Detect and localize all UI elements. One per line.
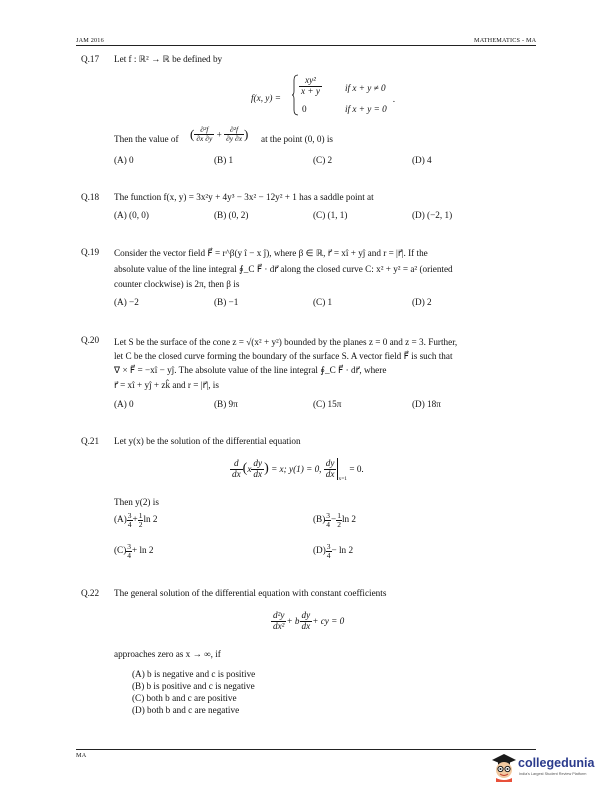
option-a: (A) b is negative and c is positive bbox=[132, 669, 256, 679]
frac-numerator: 3 bbox=[127, 542, 131, 551]
option-label: (C) bbox=[114, 545, 127, 556]
eq-dx2: dx² bbox=[273, 620, 285, 631]
eq-dx-denominator-3: dx bbox=[325, 468, 335, 479]
question-number: Q.17 bbox=[81, 54, 100, 64]
case-1-fraction bbox=[299, 76, 322, 96]
option-a: (A) −2 bbox=[114, 297, 139, 307]
then-text: approaches zero as x → ∞, if bbox=[114, 649, 221, 659]
eq-end: + cy = 0 bbox=[312, 616, 345, 627]
option-c: (C) 2 bbox=[313, 155, 333, 165]
sign: − bbox=[331, 545, 337, 556]
case-2-condition: if x + y = 0 bbox=[345, 104, 387, 114]
logo-wordmark: collegedunia bbox=[518, 756, 595, 770]
case-1-condition: if x + y ≠ 0 bbox=[345, 83, 386, 93]
mixed-partials-expression: ( $\frac{\text{∂²f}}{\partial x \partial y}$ + $\frac{\text{∂²f}}{\partial y \partial x}$ ) bbox=[190, 125, 249, 143]
frac-1-denominator: ∂x ∂y bbox=[196, 133, 213, 143]
question-lead: Let y(x) be the solution of the differential equation bbox=[114, 436, 301, 446]
question-line-2: let C be the closed curve forming the boundary of the surface S. A vector field F⃗ is such that bbox=[114, 351, 453, 361]
eq-b-term: + b bbox=[286, 616, 300, 627]
case-1-denominator: x + y bbox=[301, 85, 320, 96]
ode-equation bbox=[271, 611, 344, 631]
question-number: Q.19 bbox=[81, 247, 100, 257]
eq-end: = 0. bbox=[349, 464, 364, 474]
plus-sign: + bbox=[216, 129, 222, 140]
option-d: (D) 4 bbox=[412, 155, 432, 165]
option-label: (A) bbox=[114, 514, 127, 525]
frac-1-numerator: ∂²f bbox=[194, 126, 214, 135]
definition-period: . bbox=[393, 94, 396, 104]
option-b: (B) b is positive and c is negative bbox=[132, 681, 255, 691]
then-suffix: at the point (0, 0) is bbox=[261, 134, 333, 144]
frac-2-numerator: ∂²f bbox=[224, 126, 244, 135]
frac-numerator-2: 1 bbox=[337, 511, 341, 520]
frac-2-denominator: ∂y ∂x bbox=[226, 133, 243, 143]
option-d: (D) (−2, 1) bbox=[412, 210, 453, 220]
eq-dx: dx bbox=[301, 620, 311, 631]
option-d bbox=[313, 543, 353, 559]
option-c: (C) 1 bbox=[313, 297, 333, 307]
option-a: (A) 0 bbox=[114, 155, 134, 165]
sign: + bbox=[132, 545, 138, 556]
option-c: (C) both b and c are positive bbox=[132, 693, 237, 703]
eq-rest: = x; y(1) = 0, bbox=[271, 464, 322, 474]
eq-dy-numerator-2: dy bbox=[325, 457, 335, 468]
header-subject-label: MATHEMATICS - MA bbox=[474, 37, 537, 44]
header-rule bbox=[76, 45, 536, 46]
option-d: (D) 18π bbox=[412, 399, 441, 409]
frac-denominator: 4 bbox=[127, 550, 131, 560]
graduate-mascot-icon bbox=[490, 752, 518, 782]
header-exam-label: JAM 2016 bbox=[76, 37, 104, 44]
option-b: (B) 1 bbox=[214, 155, 234, 165]
frac-denominator: 4 bbox=[326, 550, 331, 560]
frac-denominator: 4 bbox=[326, 519, 330, 529]
footer-rule bbox=[76, 749, 536, 750]
left-brace-icon bbox=[291, 74, 299, 116]
collegedunia-logo bbox=[488, 752, 606, 788]
eq-dx-denominator-2: dx bbox=[253, 468, 263, 479]
option-d: (D) both b and c are negative bbox=[132, 705, 240, 715]
question-lead: The general solution of the differential equation with constant coefficients bbox=[114, 588, 387, 598]
option-d: (D) 2 bbox=[412, 297, 432, 307]
option-c bbox=[114, 543, 154, 559]
question-number: Q.21 bbox=[81, 436, 100, 446]
function-definition-lhs: f(x, y) = bbox=[251, 93, 281, 103]
option-tail: ln 2 bbox=[339, 545, 354, 556]
option-c: (C) 15π bbox=[313, 399, 342, 409]
frac-numerator: 3 bbox=[127, 511, 132, 520]
question-line-3: ∇ × F⃗ = −xî − yĵ. The absolute value of the line integral ∮_C F⃗ · dr⃗, where bbox=[114, 365, 387, 375]
logo-tagline: India's Largest Student Review Platform bbox=[519, 772, 587, 776]
option-b bbox=[313, 512, 356, 528]
question-lead: Let f : ℝ² → ℝ be defined by bbox=[114, 54, 223, 64]
question-line-1: Consider the vector field F⃗ = r^β(y î − x ĵ), where β ∈ ℝ, r⃗ = xî + yĵ and r = |r⃗|. If the bbox=[114, 248, 428, 258]
eq-dx-denominator: dx bbox=[232, 468, 241, 479]
option-tail: ln 2 bbox=[143, 514, 158, 525]
option-label: (D) bbox=[313, 545, 326, 556]
option-tail: ln 2 bbox=[341, 514, 356, 525]
question-text: The function f(x, y) = 3x²y + 4y³ − 3x² − 12y² + 1 has a saddle point at bbox=[114, 192, 374, 202]
then-text: Then y(2) is bbox=[114, 497, 159, 507]
question-line-4: r⃗ = xî + yĵ + zk̂ and r = |r⃗|, is bbox=[114, 380, 219, 390]
then-prefix: Then the value of bbox=[114, 134, 179, 144]
option-b: (B) 9π bbox=[214, 399, 238, 409]
option-label: (B) bbox=[313, 514, 326, 525]
question-number: Q.22 bbox=[81, 588, 100, 598]
eq-dy: dy bbox=[301, 610, 311, 620]
frac-denominator-2: 2 bbox=[138, 519, 143, 529]
frac-numerator: 3 bbox=[326, 511, 330, 520]
eq-d2y: d²y bbox=[273, 610, 285, 620]
eq-x-factor: x bbox=[247, 464, 252, 474]
frac-denominator-2: 2 bbox=[337, 519, 341, 529]
question-number: Q.20 bbox=[81, 335, 100, 345]
case-1-numerator: xy² bbox=[299, 76, 322, 87]
frac-numerator-2: 1 bbox=[138, 511, 143, 520]
frac-numerator: 3 bbox=[326, 542, 331, 551]
question-line-3: counter clockwise) is 2π, then β is bbox=[114, 279, 240, 289]
question-line-2: absolute value of the line integral ∮_C F⃗ · dr⃗ along the closed curve C: x² + y² = a² (oriented bbox=[114, 264, 453, 274]
frac-denominator: 4 bbox=[127, 519, 132, 529]
question-line-1: Let S be the surface of the cone z = √(x² + y²) bounded by the planes z = 0 and z = 3. Further, bbox=[114, 337, 458, 347]
case-2-value: 0 bbox=[302, 104, 307, 114]
option-a bbox=[114, 512, 158, 528]
eq-evaluation-point: x=1 bbox=[338, 476, 348, 483]
option-tail: ln 2 bbox=[139, 545, 154, 556]
differential-equation: $\frac{d}{dx}$ (x $\frac{dy}{dx}$ ) = x; y(1) = 0, $\frac{dy}{dx}$ $_{x=1}$ = 0. bbox=[232, 457, 364, 483]
option-b: (B) −1 bbox=[214, 297, 239, 307]
option-b: (B) (0, 2) bbox=[214, 210, 249, 220]
option-c: (C) (1, 1) bbox=[313, 210, 348, 220]
option-a: (A) (0, 0) bbox=[114, 210, 149, 220]
eq-d-numerator: d bbox=[230, 459, 243, 470]
eq-dy-numerator: dy bbox=[253, 457, 263, 468]
option-a: (A) 0 bbox=[114, 399, 134, 409]
sign: − bbox=[331, 514, 337, 525]
footer-label: MA bbox=[76, 752, 87, 759]
question-number: Q.18 bbox=[81, 192, 100, 202]
sign: + bbox=[132, 514, 138, 525]
